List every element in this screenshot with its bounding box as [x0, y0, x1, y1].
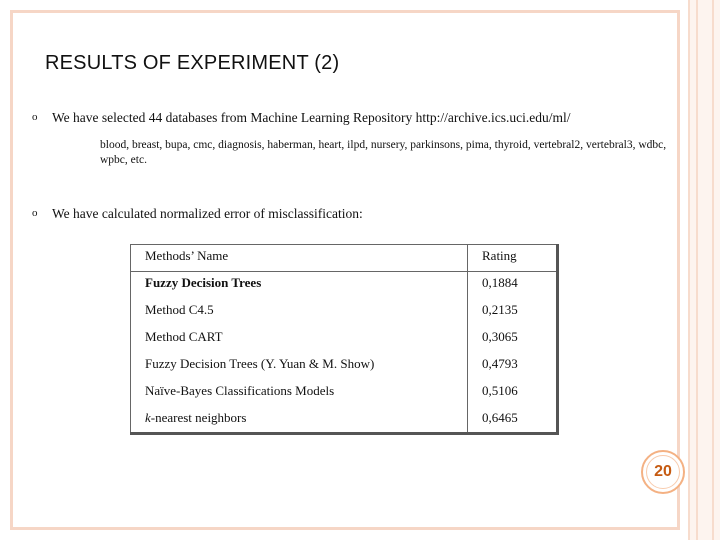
method-name: Method CART — [131, 326, 468, 353]
method-rating: 0,6465 — [482, 409, 518, 425]
method-rating: 0,4793 — [482, 355, 518, 371]
table-row — [131, 353, 558, 380]
method-rating: 0,2135 — [482, 301, 518, 317]
bullet-text: We have calculated normalized error of misclassification: — [52, 206, 363, 221]
results-table-wrapper — [130, 244, 559, 435]
page-number-badge — [641, 450, 685, 494]
bullet-marker-icon: o — [32, 207, 38, 219]
method-name: Method C4.5 — [131, 299, 468, 326]
table-row — [131, 272, 558, 299]
results-table — [130, 244, 559, 435]
method-name: Fuzzy Decision Trees (Y. Yuan & M. Show) — [131, 353, 468, 380]
bullet-error — [32, 206, 363, 222]
slide-title: RESULTS OF EXPERIMENT (2) — [45, 52, 340, 74]
page-number: 20 — [654, 463, 672, 480]
header-rating: Rating — [468, 245, 558, 272]
databases-list: blood, breast, bupa, cmc, diagnosis, haberman, heart, ilpd, nursery, parkinsons, pima, thyroid, vertebral2, vertebral3, wdbc, wpbc, etc. — [100, 139, 667, 166]
table-row — [131, 380, 558, 407]
bullet-text: We have selected 44 databases from Machine Learning Repository http://archive.ics.uci.edu/ml/ — [52, 110, 571, 125]
table-row — [131, 407, 558, 434]
bullet-marker-icon: o — [32, 111, 38, 123]
method-name-italic: k — [145, 409, 151, 425]
method-name — [131, 407, 468, 434]
table-row — [131, 326, 558, 353]
header-methods-name: Methods’ Name — [131, 245, 468, 272]
method-rating: 0,5106 — [482, 382, 518, 398]
table-header-row — [131, 245, 558, 272]
decorative-side-band — [688, 0, 720, 540]
method-name: Fuzzy Decision Trees — [131, 272, 468, 299]
method-name: Naïve-Bayes Classifications Models — [131, 380, 468, 407]
method-rating: 0,3065 — [482, 328, 518, 344]
table-row — [131, 299, 558, 326]
method-rating: 0,1884 — [482, 275, 518, 290]
method-name-rest: -nearest neighbors — [150, 409, 247, 425]
bullet-databases — [32, 110, 571, 126]
